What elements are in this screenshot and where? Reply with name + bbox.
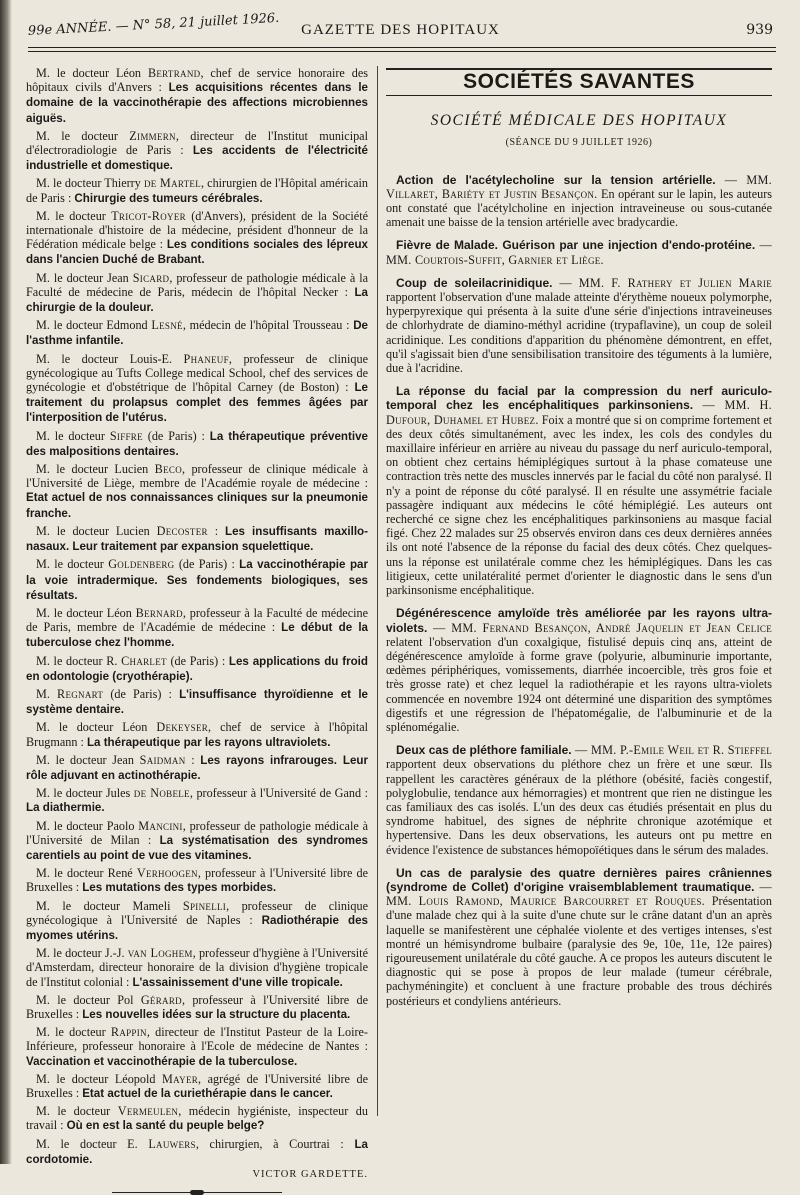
lecturer-affiliation: (de Paris) : xyxy=(103,686,180,701)
lecture-title: La thérapeutique par les rayons ultraviolets. xyxy=(86,735,331,749)
lecture-entry xyxy=(26,899,368,944)
article-authors: — MM. Villaret, Bariéty et Justin Besançon. xyxy=(386,172,772,201)
article-title: La réponse du facial par la compression du nerf auriculo-temporal chez les encéphalitiques parkinsoniens. xyxy=(386,384,772,413)
article-authors: — MM. H. Dufour, Duhamel et Hubez. xyxy=(386,398,772,427)
article-authors: — MM. Fernand Besançon, André Jaquelin et Jean Celice xyxy=(427,620,772,635)
lecturer-name: Tricot-Royer xyxy=(111,208,186,223)
lecturer-affiliation: , chirurgien de l'Hôpital américain de Paris : xyxy=(26,176,368,205)
lecture-entry xyxy=(26,753,368,783)
article-paragraph xyxy=(386,384,772,597)
lecturer-affiliation: , professeur de pathologie médicale à la Faculté de médecine de Paris, médecin de l'hôpital Necker : xyxy=(26,270,368,299)
issue-line: 99e ANNÉE. — N° 58, 21 juillet 1926. xyxy=(27,10,280,39)
lecture-entry xyxy=(26,687,368,717)
article-paragraph xyxy=(386,866,772,1008)
article-authors: — MM. F. Rathery et Julien Marie xyxy=(552,275,772,290)
lecturer-affiliation: , chef de service honoraire des hôpitaux civils d'Anvers : xyxy=(26,66,368,95)
lecturer-affiliation: , professeur d'hygiène à l'Université d'Amsterdam, directeur honoraire de la division d'hygiène tropicale de l'Institut colonial : xyxy=(26,946,368,989)
lecturer-name: Saidman xyxy=(139,752,186,767)
lecture-entry xyxy=(26,1025,368,1069)
lecturer-prefix: M. le docteur Pol xyxy=(36,992,141,1007)
article-paragraph xyxy=(386,743,772,857)
lecture-title: Les applications du froid en odontologie (cryothérapie). xyxy=(26,654,368,683)
lecture-title: La thérapeutique préventive des malpositions dentaires. xyxy=(26,429,368,458)
lecturer-prefix: M. le docteur xyxy=(36,428,110,443)
lecture-title: Etat actuel de la curiethérapie dans le cancer. xyxy=(82,1087,333,1100)
lecturer-name: Verhoogen xyxy=(136,866,198,881)
session-date: (SÉANCE DU 9 JUILLET 1926) xyxy=(505,137,653,149)
article-title: Fièvre de Malade. Guérison par une injection d'endo-protéine. xyxy=(396,238,756,253)
lecturer-prefix: M. le docteur Jules xyxy=(36,786,134,801)
lecturer-prefix: M. le docteur Edmond xyxy=(36,318,152,333)
section-title: SOCIÉTÉS SAVANTES xyxy=(463,70,695,93)
lecture-title: L'insuffisance thyroïdienne et le système dentaire. xyxy=(26,687,368,717)
lecture-title: Les nouvelles idées sur la structure du placenta. xyxy=(82,1007,351,1021)
lecturer-affiliation: , chirurgien, à Courtrai : xyxy=(195,1136,355,1151)
lecturer-name: Spinelli xyxy=(182,898,227,913)
lecture-entry xyxy=(26,66,368,126)
lecturer-prefix: M. le docteur Lucien xyxy=(36,462,155,477)
lecture-title: Où en est la santé du peuple belge? xyxy=(66,1119,265,1133)
end-ornament xyxy=(112,1192,282,1193)
lecturer-affiliation: (d'Anvers), président de la Société internationale d'histoire de la médecine, président d'honneur de la Fédération médicale belge : xyxy=(26,208,369,252)
lecture-title: Les insuffisants maxillo-nasaux. Leur traitement par expansion squelettique. xyxy=(26,524,368,554)
lecture-title: De l'asthme infantile. xyxy=(26,319,369,348)
lecture-title: Radiothérapie des myomes utérins. xyxy=(26,913,368,942)
left-column-lecture-list xyxy=(26,66,368,1193)
lecture-title: La systématisation des syndromes carentiels au point de vue des vitamines. xyxy=(26,833,368,862)
lecture-entry xyxy=(26,557,368,603)
lecturer-affiliation: , directeur de l'Institut Pasteur de la Loire-Inférieure, professeur honoraire à l'Ecole de médecine de Nantes : xyxy=(26,1025,368,1054)
lecturer-name: Vermeulen xyxy=(117,1104,179,1119)
lecturer-prefix: M. le docteur Paolo xyxy=(36,818,139,833)
lecturer-name: Rappin xyxy=(110,1025,147,1040)
article-list xyxy=(386,173,772,1008)
article-paragraph xyxy=(386,173,772,230)
lecturer-affiliation: , professeur de clinique gynécologique à l'Université de Naples : xyxy=(26,898,368,927)
lecturer-prefix: M. le docteur Jean xyxy=(36,270,133,285)
lecture-entry xyxy=(26,866,368,895)
article-authors: — MM. Courtois-Suffit, Garnier et Liège. xyxy=(386,238,772,267)
header-rule xyxy=(28,47,776,48)
article-body: Présentation d'une malade chez qui à la suite d'une chute sur le crâne datant d'un an après laquelle se manifestèrent une céphalée violente et des vertiges intenses, s'est montré un hémisyndrome bulbaire (paralysie des 9e, 10e, 11e, 12e paires) rigoureusement unilatérale du côté gauche. A ce propos les auteurs discutent le diagnostic qui se pose à propos de leur malade (tumeur cérébrale, pachyméningite) et concluent à une fracture probable des trous déchirés postérieurs et condyliens antérieurs. xyxy=(386,894,772,1008)
lecturer-affiliation: , directeur de l'Institut municipal d'électroradiologie de Paris : xyxy=(26,128,368,158)
lecturer-name: Regnart xyxy=(57,686,104,701)
lecturer-affiliation: , professeur à la Faculté de médecine de Paris, membre de l'Académie de médecine : xyxy=(26,605,368,635)
lecturer-affiliation: , médecin hygiéniste, inspecteur du travail : xyxy=(26,1104,368,1133)
lecturer-affiliation: , professeur à l'Université de Gand : xyxy=(189,786,368,801)
lecturer-prefix: M. le docteur Lucien xyxy=(36,523,157,538)
lecture-entry xyxy=(26,176,368,205)
lecturer-prefix: M. le docteur xyxy=(36,208,112,223)
lecturer-prefix: M. le docteur René xyxy=(36,866,137,881)
running-header xyxy=(27,10,773,42)
lecturer-affiliation: (de Paris) : xyxy=(142,428,210,443)
lecturer-prefix: M. le docteur J.-J. xyxy=(36,946,128,961)
lecture-entry xyxy=(26,318,368,348)
lecturer-affiliation: (de Paris) : xyxy=(166,653,229,668)
lecturer-prefix: M. le docteur xyxy=(36,128,130,143)
lecturer-name: Beco xyxy=(154,462,183,477)
lecture-entry xyxy=(26,352,368,426)
lecturer-prefix: M. le docteur xyxy=(36,1025,111,1040)
lecture-title: La chirurgie de la douleur. xyxy=(26,285,368,315)
lecture-entry xyxy=(26,1104,368,1133)
lecturer-name: Sicard xyxy=(132,270,170,285)
lecture-title: Les acquisitions récentes dans le domaine de la vaccinothérapie des affections microbiennes aiguës. xyxy=(26,81,368,125)
lecture-entry xyxy=(26,1072,368,1101)
lecturer-name: Decoster xyxy=(156,523,208,538)
lecturer-prefix: M. le docteur xyxy=(36,557,109,572)
lecturer-prefix: M. le docteur Léon xyxy=(36,66,148,80)
lecturer-affiliation: , professeur de clinique médicale à l'Université de Liège, membre de l'Académie royale de médecine : xyxy=(26,462,368,491)
column-separator xyxy=(377,66,378,1116)
lecture-title: Les rayons infrarouges. Leur rôle adjuvant en actinothérapie. xyxy=(26,753,368,782)
society-heading: SOCIÉTÉ MÉDICALE DES HOPITAUX xyxy=(430,112,728,130)
lecture-entry xyxy=(26,1137,368,1167)
lecturer-prefix: M. le docteur Mameli xyxy=(36,898,183,913)
article-paragraph xyxy=(386,606,772,734)
lecturer-name: Goldenberg xyxy=(108,557,175,572)
lecture-title: La cordotomie. xyxy=(26,1137,368,1166)
lecture-title: La vaccinothérapie par la voie intradermique. Ses fondements biologiques, ses résultats. xyxy=(26,558,368,602)
header-rule-second xyxy=(28,51,776,52)
lecturer-affiliation: , professeur de clinique gynécologique au Tufts College medical School, chef des services de gynécologie et d'obstétrique de l'hôpital Carney (de Boston) : xyxy=(26,351,368,395)
lecturer-affiliation: , médecin de l'hôpital Trousseau : xyxy=(182,318,354,333)
lecture-title: Le début de la tuberculose chez l'homme. xyxy=(26,621,369,650)
lecture-entry xyxy=(26,209,368,268)
lecturer-prefix: M. le docteur Léon xyxy=(36,720,157,735)
lecture-entry xyxy=(26,654,368,684)
lecture-title: L'assainissement d'une ville tropicale. xyxy=(132,975,343,989)
lecture-entry xyxy=(26,429,368,459)
lecturer-prefix: M. le docteur Léopold xyxy=(36,1071,163,1086)
lecturer-affiliation: , professeur à l'Université libre de Bruxelles : xyxy=(26,866,369,895)
lecture-entry xyxy=(26,271,368,316)
lecturer-name: Zimmern xyxy=(129,128,176,143)
article-authors: — MM. Louis Ramond, Maurice Barcourret et Rouques. xyxy=(386,879,772,909)
lecturer-affiliation: : xyxy=(207,523,226,538)
lecture-title: Vaccination et vaccinothérapie de la tuberculose. xyxy=(26,1054,298,1068)
article-title: Coup de soleilacrinidique. xyxy=(396,275,553,290)
lecture-entry xyxy=(26,524,368,554)
lecturer-name: Siffre xyxy=(109,428,143,443)
article-authors: — MM. P.-Emile Weil et R. Stieffel xyxy=(571,743,772,758)
lecture-entry xyxy=(26,786,368,815)
lecturer-affiliation: (de Paris) : xyxy=(174,557,240,572)
article-title: Un cas de paralysie des quatre dernières paires crâniennes (syndrome de Collet) d'origine vraisemblablement traumatique. xyxy=(386,865,772,894)
article-title: Deux cas de pléthore familiale. xyxy=(396,743,572,758)
lecture-title: Etat actuel de nos connaissances cliniques sur la pneumonie franche. xyxy=(26,491,368,520)
lecturer-name: Mayer xyxy=(162,1071,199,1086)
article-body: relatent l'observation d'un coxalgique, fistulisé depuis cinq ans, atteint de dégénérescence amyloïde à forme grave (polyurie, albuminurie importante, œdèmes périphériques, vomissements, diarrhée incoercible, très gros foie et très grosse rate) et chez lequel la radiothérapie et les rayons ultra-violets commencée en novembre 1924 ont déterminé une disparition des symptômes digestifs et une régression de l'hépatomégalie, de l'albuminurie et de la splénomégalie. xyxy=(386,634,772,734)
lecturer-name: Gérard xyxy=(140,992,182,1007)
article-body: En opérant sur le lapin, les auteurs ont constaté que l'acétylcholine en injection intraveineuse ou sous-cutanée amenait une baisse de la tension artérielle avec bradycardie. xyxy=(386,186,772,230)
lecturer-name: Bernard xyxy=(135,605,183,620)
lecturer-name: de Martel xyxy=(143,176,202,191)
lecture-entry xyxy=(26,946,368,990)
lecture-entry xyxy=(26,819,368,864)
lecturer-name: Mancini xyxy=(138,818,183,833)
lecturer-name: Phaneuf xyxy=(183,351,229,366)
section-title-box xyxy=(386,68,772,96)
lecture-title: Le traitement du prolapsus complet des femmes âgées par l'interposition de l'utérus. xyxy=(26,381,368,425)
lecturer-prefix: M. le docteur Léon xyxy=(36,605,136,620)
lecturer-affiliation: , professeur de pathologie médicale à l'Université de Milan : xyxy=(26,818,368,847)
lecturer-name: Dekeyser xyxy=(156,720,209,735)
lecturer-name: de Nobele xyxy=(133,786,190,801)
page-gutter-shadow xyxy=(0,0,12,1164)
article-body: rapportent l'observation d'une malade atteinte d'érythème noueux polymorphe, hyperpyrexique qui présenta à la suite d'une série d'injections intraveineuses de chlorhydrate de diamino-méthyl acridine (trypaflavine), un coup de soleil acridinique. Les conditions d'apparition du phénomène démontrent, en effet, qu'il s'agissait bien d'une sensibilisation transitoire des téguments à la lumière, due à l'acridine. xyxy=(386,290,772,376)
author-signature: VICTOR GARDETTE. xyxy=(252,1169,368,1181)
lecturer-affiliation: , chef de service à l'hôpital Brugmann : xyxy=(26,720,369,749)
lecture-title: La diathermie. xyxy=(26,801,105,815)
lecturer-prefix: M. le docteur R. xyxy=(36,653,122,668)
lecturer-prefix: M. le docteur Louis-E. xyxy=(36,351,184,366)
right-column xyxy=(386,66,772,1017)
lecture-entry xyxy=(26,129,368,174)
lecturer-prefix: M. le docteur Jean xyxy=(36,752,140,767)
page-number: 939 xyxy=(746,22,773,38)
lecture-entry xyxy=(26,720,368,749)
journal-title: GAZETTE DES HOPITAUX xyxy=(301,22,500,38)
article-paragraph xyxy=(386,276,772,375)
lecturer-affiliation: , agrégé de l'Université libre de Bruxelles : xyxy=(26,1071,368,1100)
article-body: Foix a montré que si on comprime fortement et des deux côtés simultanément, avec les index, les cols des condyles du maxillaire inférieur en arrière au niveau du passage du nerf auriculo-temporal, on obtient chez certains hémiplégiques surtout à la phase comateuse une contraction très nette des muscles innervés par le facial du côté non paralysé. Il n'y a point de réponse du côté paralysé. Il en résulte une assymétrie faciale passagère indiquant aux médecins le côté hémiplégié. Les auteurs ont recherché ce signe chez les encéphalitiques parkinsoniens au masque facial figé. Chez 22 malades sur 25 observés environ dans ces deux dernières années ils ont noté l'absence de la réponse du facial des deux côtés. Chez quelques-uns la réponse est unilatérale comme chez les hémiplégiques. Dans les cas litigieux, cette unilatéralité permet d'orienter le diagnostic dans le sens d'un parkinsonisme encéphalitique. xyxy=(386,412,773,598)
article-body: rapportent deux observations du pléthore chez un frère et une sœur. Ils rappellent les caractères généraux de la pléthore (obésité, faciès congestif, polyglobulie, tendance aux hémorragies) et montrent que rien ne distingue les cas familiaux des cas isolés. L'un des deux cas étudiés présentait en plus du syndrome habituel, des signes de néphrite chronique azotémique et hypertensive. Dans les deux observations, les auteurs ont pu mettre en évidence l'existence de substances hémopoïétiques dans le sérum des malades. xyxy=(386,757,772,857)
article-paragraph xyxy=(386,238,772,266)
lecturer-name: van Loghem xyxy=(127,946,193,961)
lecture-title: Chirurgie des tumeurs cérébrales. xyxy=(74,191,263,205)
lecture-entry xyxy=(26,462,368,521)
lecture-entry xyxy=(26,606,368,651)
lecturer-name: Lauwers xyxy=(148,1136,196,1151)
lecture-entry xyxy=(26,993,368,1022)
lecture-title: Les accidents de l'électricité industrielle et domestique. xyxy=(26,144,368,173)
lecturer-prefix: M. le docteur E. xyxy=(36,1136,149,1151)
lecture-title: Les conditions sociales des lépreux dans l'ancien Duché de Brabant. xyxy=(26,238,368,267)
lecturer-prefix: M. xyxy=(36,686,58,701)
lecturer-prefix: M. le docteur xyxy=(36,1104,118,1119)
article-title: Dégénérescence amyloïde très améliorée par les rayons ultra-violets. xyxy=(386,606,772,635)
article-title: Action de l'acétylecholine sur la tension artérielle. xyxy=(396,172,716,187)
lecture-title: Les mutations des types morbides. xyxy=(82,881,277,895)
lecturer-name: Charlet xyxy=(121,653,167,668)
lecturer-name: Lesné xyxy=(151,318,183,333)
lecturer-affiliation: , professeur à l'Université libre de Bruxelles : xyxy=(26,992,369,1021)
lecturer-prefix: M. le docteur Thierry xyxy=(36,176,144,191)
lecturer-name: Bertrand xyxy=(147,66,201,80)
lecturer-affiliation: : xyxy=(185,752,201,767)
